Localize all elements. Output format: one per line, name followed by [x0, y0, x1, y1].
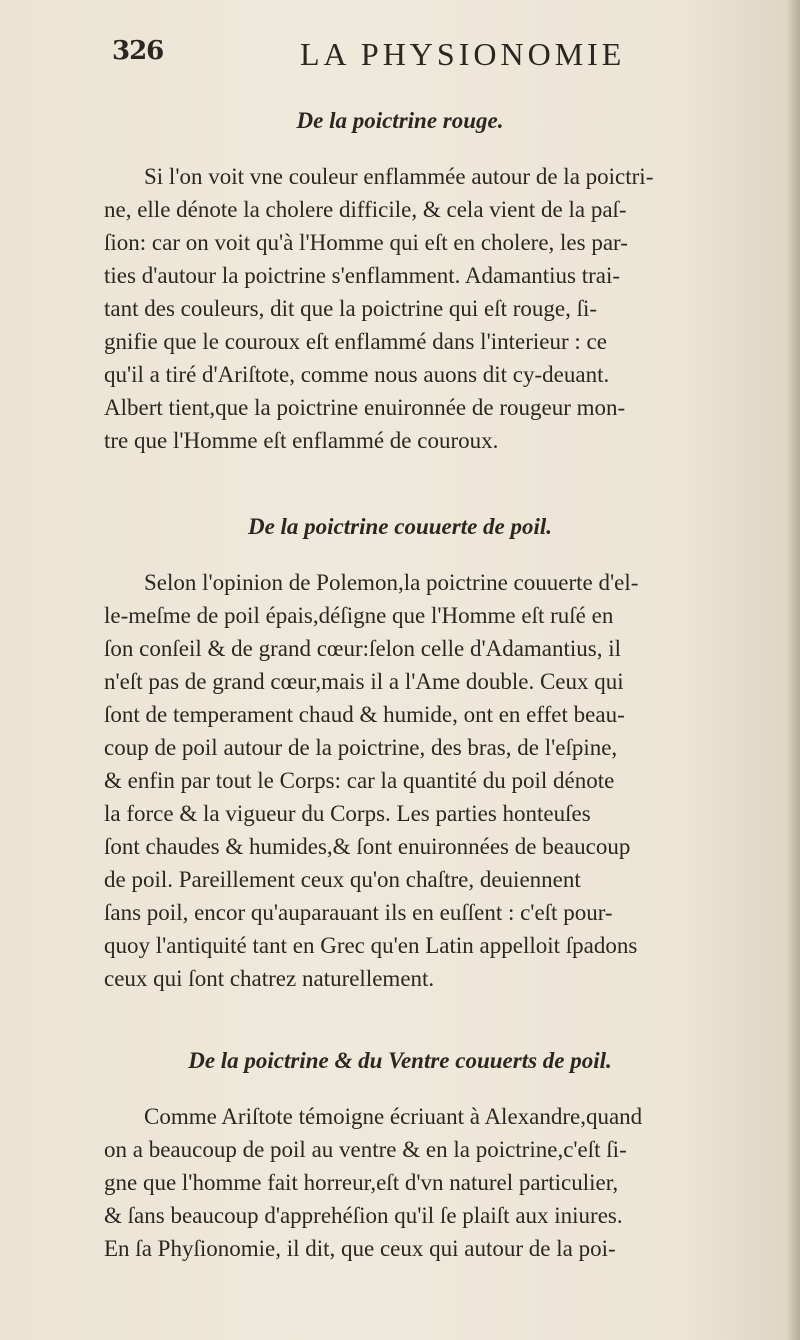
text-line: Si l'on voit vne couleur enflammée autour de la poictri- — [144, 164, 654, 189]
section-heading-hairy-chest: De la poictrine couuerte de poil. — [247, 514, 553, 539]
text-line: & enfin par tout le Corps: car la quantité du poil dénote — [104, 768, 615, 793]
text-line: Comme Ariſtote témoigne écriuant à Alexandre,quand — [144, 1104, 643, 1129]
page-number: 326 — [112, 36, 164, 66]
text-line: En ſa Phyſionomie, il dit, que ceux qui autour de la poi- — [104, 1236, 616, 1261]
text-line: ceux qui ſont chatrez naturellement. — [104, 966, 435, 991]
section-heading-red-chest: De la poictrine rouge. — [296, 108, 504, 133]
text-line: ne, elle dénote la cholere difficile, & cela vient de la paſ- — [104, 197, 627, 222]
text-line: Albert tient,que la poictrine enuironnée de rougeur mon- — [104, 395, 626, 420]
text-line: la force & la vigueur du Corps. Les parties honteuſes — [104, 801, 591, 826]
text-line: Selon l'opinion de Polemon,la poictrine couuerte d'el- — [144, 570, 639, 595]
paragraph-hairy-chest-belly — [104, 1100, 794, 1265]
running-head-title: LA PHYSIONOMIE — [300, 36, 626, 72]
text-line: de poil. Pareillement ceux qu'on chaſtre, deuiennent — [104, 867, 581, 892]
paragraph-red-chest — [104, 160, 794, 457]
text-line: n'eſt pas de grand cœur,mais il a l'Ame double. Ceux qui — [104, 669, 624, 694]
text-line: gne que l'homme fait horreur,eſt d'vn naturel particulier, — [104, 1170, 619, 1195]
text-line: ties d'autour la poictrine s'enflamment. Adamantius trai- — [104, 263, 621, 288]
text-line: tant des couleurs, dit que la poictrine qui eſt rouge, ſi- — [104, 296, 598, 321]
text-line: on a beaucoup de poil au ventre & en la poictrine,c'eſt ſi- — [104, 1137, 627, 1162]
paragraph-hairy-chest — [104, 566, 794, 995]
text-line: ſont de temperament chaud & humide, ont en effet beau- — [104, 702, 625, 727]
text-line: qu'il a tiré d'Ariſtote, comme nous auons dit cy-deuant. — [104, 362, 610, 387]
text-line: tre que l'Homme eſt enflammé de couroux. — [104, 428, 499, 453]
text-line: quoy l'antiquité tant en Grec qu'en Latin appelloit ſpadons — [104, 933, 638, 958]
running-head — [112, 26, 685, 76]
text-line: ſans poil, encor qu'auparauant ils en euſſent : c'eſt pour- — [104, 900, 613, 925]
text-line: ſont chaudes & humides,& ſont enuironnées de beaucoup — [104, 834, 631, 859]
section-heading-hairy-chest-belly: De la poictrine & du Ventre couuerts de poil. — [188, 1048, 612, 1073]
text-line: & ſans beaucoup d'apprehéſion qu'il ſe plaiſt aux iniures. — [104, 1203, 623, 1228]
text-line: coup de poil autour de la poictrine, des bras, de l'eſpine, — [104, 735, 618, 760]
text-line: le-meſme de poil épais,déſigne que l'Homme eſt ruſé en — [104, 603, 614, 628]
text-line: ſon conſeil & de grand cœur:ſelon celle d'Adamantius, il — [104, 636, 622, 661]
text-line: ſion: car on voit qu'à l'Homme qui eſt en cholere, les par- — [104, 230, 628, 255]
text-line: gnifie que le couroux eſt enflammé dans l'interieur : ce — [104, 329, 607, 354]
